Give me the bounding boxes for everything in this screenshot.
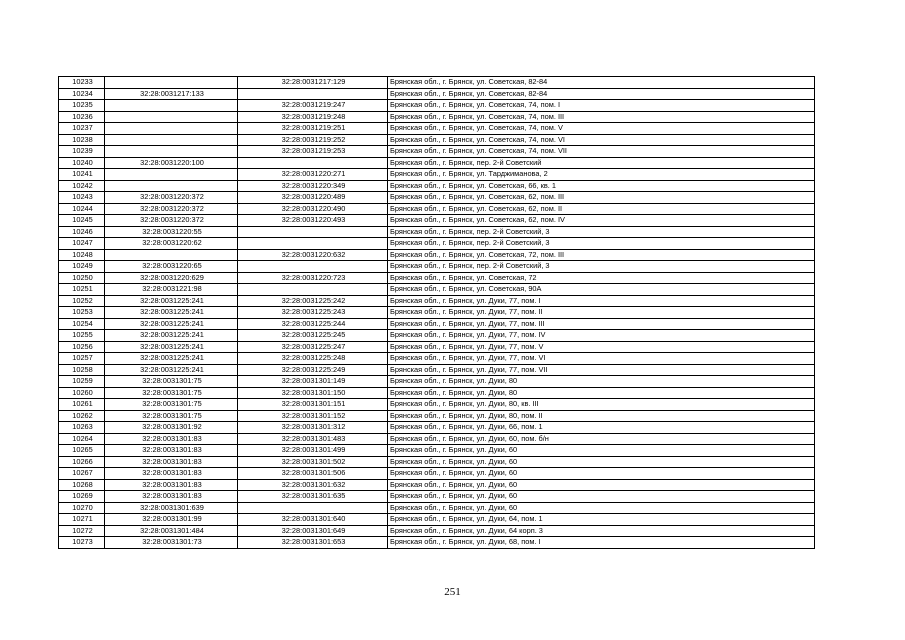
address-cell: Брянская обл., г. Брянск, ул. Дуки, 77, пом. III [388, 318, 815, 330]
address-cell: Брянская обл., г. Брянск, ул. Дуки, 80 [388, 387, 815, 399]
table-row [59, 468, 815, 480]
table-row [59, 249, 815, 261]
land-cadastral-number-cell: 32:28:0031301:83 [105, 433, 238, 445]
table-row [59, 502, 815, 514]
object-cadastral-number-cell [238, 284, 388, 296]
address-cell: Брянская обл., г. Брянск, ул. Советская, 72, пом. III [388, 249, 815, 261]
object-cadastral-number-cell: 32:28:0031219:251 [238, 123, 388, 135]
object-cadastral-number-cell: 32:28:0031219:252 [238, 134, 388, 146]
land-cadastral-number-cell: 32:28:0031225:241 [105, 353, 238, 365]
land-cadastral-number-cell: 32:28:0031225:241 [105, 341, 238, 353]
page-number: 251 [444, 586, 461, 598]
row-number-cell: 10253 [59, 307, 105, 319]
address-cell: Брянская обл., г. Брянск, ул. Советская, 74, пом. VII [388, 146, 815, 158]
table-row [59, 88, 815, 100]
land-cadastral-number-cell: 32:28:0031220:62 [105, 238, 238, 250]
address-cell: Брянская обл., г. Брянск, ул. Дуки, 64, пом. 1 [388, 514, 815, 526]
land-cadastral-number-cell: 32:28:0031225:241 [105, 330, 238, 342]
row-number-cell: 10243 [59, 192, 105, 204]
land-cadastral-number-cell: 32:28:0031301:75 [105, 399, 238, 411]
table-row [59, 295, 815, 307]
table-row [59, 203, 815, 215]
row-number-cell: 10236 [59, 111, 105, 123]
land-cadastral-number-cell [105, 111, 238, 123]
land-cadastral-number-cell: 32:28:0031301:83 [105, 479, 238, 491]
object-cadastral-number-cell: 32:28:0031220:271 [238, 169, 388, 181]
address-cell: Брянская обл., г. Брянск, ул. Дуки, 60 [388, 491, 815, 503]
land-cadastral-number-cell [105, 146, 238, 158]
object-cadastral-number-cell: 32:28:0031301:635 [238, 491, 388, 503]
land-cadastral-number-cell: 32:28:0031301:83 [105, 468, 238, 480]
address-cell: Брянская обл., г. Брянск, ул. Дуки, 80, кв. III [388, 399, 815, 411]
land-cadastral-number-cell: 32:28:0031225:241 [105, 295, 238, 307]
land-cadastral-number-cell [105, 249, 238, 261]
row-number-cell: 10273 [59, 537, 105, 549]
land-cadastral-number-cell: 32:28:0031301:75 [105, 376, 238, 388]
address-cell: Брянская обл., г. Брянск, ул. Советская, 90А [388, 284, 815, 296]
table-row [59, 537, 815, 549]
row-number-cell: 10266 [59, 456, 105, 468]
land-cadastral-number-cell [105, 77, 238, 89]
row-number-cell: 10258 [59, 364, 105, 376]
address-cell: Брянская обл., г. Брянск, ул. Советская, 74, пом. III [388, 111, 815, 123]
table-row [59, 387, 815, 399]
row-number-cell: 10241 [59, 169, 105, 181]
object-cadastral-number-cell: 32:28:0031301:152 [238, 410, 388, 422]
row-number-cell: 10267 [59, 468, 105, 480]
land-cadastral-number-cell [105, 180, 238, 192]
address-cell: Брянская обл., г. Брянск, ул. Дуки, 68, пом. I [388, 537, 815, 549]
address-cell: Брянская обл., г. Брянск, ул. Советская, 62, пом. III [388, 192, 815, 204]
address-cell: Брянская обл., г. Брянск, ул. Дуки, 80 [388, 376, 815, 388]
table-row [59, 284, 815, 296]
object-cadastral-number-cell: 32:28:0031220:493 [238, 215, 388, 227]
address-cell: Брянская обл., г. Брянск, ул. Дуки, 64 корп. 3 [388, 525, 815, 537]
table-row [59, 422, 815, 434]
row-number-cell: 10251 [59, 284, 105, 296]
row-number-cell: 10249 [59, 261, 105, 273]
land-cadastral-number-cell: 32:28:0031225:241 [105, 307, 238, 319]
row-number-cell: 10255 [59, 330, 105, 342]
row-number-cell: 10235 [59, 100, 105, 112]
table-row [59, 456, 815, 468]
table-body [59, 77, 815, 549]
row-number-cell: 10239 [59, 146, 105, 158]
land-cadastral-number-cell: 32:28:0031221:98 [105, 284, 238, 296]
land-cadastral-number-cell: 32:28:0031220:629 [105, 272, 238, 284]
address-cell: Брянская обл., г. Брянск, пер. 2-й Советский, 3 [388, 238, 815, 250]
land-cadastral-number-cell [105, 169, 238, 181]
table-row [59, 272, 815, 284]
row-number-cell: 10259 [59, 376, 105, 388]
row-number-cell: 10257 [59, 353, 105, 365]
land-cadastral-number-cell: 32:28:0031220:372 [105, 203, 238, 215]
object-cadastral-number-cell [238, 157, 388, 169]
object-cadastral-number-cell: 32:28:0031225:244 [238, 318, 388, 330]
table-row [59, 100, 815, 112]
table-row [59, 491, 815, 503]
address-cell: Брянская обл., г. Брянск, ул. Советская, 66, кв. 1 [388, 180, 815, 192]
row-number-cell: 10247 [59, 238, 105, 250]
table-row [59, 479, 815, 491]
land-cadastral-number-cell: 32:28:0031220:55 [105, 226, 238, 238]
object-cadastral-number-cell: 32:28:0031225:242 [238, 295, 388, 307]
object-cadastral-number-cell: 32:28:0031301:499 [238, 445, 388, 457]
object-cadastral-number-cell [238, 226, 388, 238]
land-cadastral-number-cell: 32:28:0031301:99 [105, 514, 238, 526]
row-number-cell: 10262 [59, 410, 105, 422]
row-number-cell: 10261 [59, 399, 105, 411]
object-cadastral-number-cell: 32:28:0031301:312 [238, 422, 388, 434]
row-number-cell: 10244 [59, 203, 105, 215]
land-cadastral-number-cell: 32:28:0031220:372 [105, 192, 238, 204]
table-row [59, 77, 815, 89]
address-cell: Брянская обл., г. Брянск, ул. Дуки, 77, пом. VII [388, 364, 815, 376]
table-row [59, 433, 815, 445]
table-row [59, 215, 815, 227]
object-cadastral-number-cell: 32:28:0031301:502 [238, 456, 388, 468]
address-cell: Брянская обл., г. Брянск, ул. Советская, 74, пом. V [388, 123, 815, 135]
row-number-cell: 10248 [59, 249, 105, 261]
cadastral-register-table [58, 76, 815, 549]
land-cadastral-number-cell: 32:28:0031301:83 [105, 456, 238, 468]
object-cadastral-number-cell: 32:28:0031220:490 [238, 203, 388, 215]
row-number-cell: 10245 [59, 215, 105, 227]
object-cadastral-number-cell [238, 88, 388, 100]
object-cadastral-number-cell: 32:28:0031301:149 [238, 376, 388, 388]
row-number-cell: 10263 [59, 422, 105, 434]
address-cell: Брянская обл., г. Брянск, ул. Дуки, 60, пом. б/н [388, 433, 815, 445]
land-cadastral-number-cell: 32:28:0031301:75 [105, 387, 238, 399]
object-cadastral-number-cell: 32:28:0031220:489 [238, 192, 388, 204]
object-cadastral-number-cell: 32:28:0031220:723 [238, 272, 388, 284]
object-cadastral-number-cell [238, 261, 388, 273]
address-cell: Брянская обл., г. Брянск, ул. Дуки, 60 [388, 479, 815, 491]
address-cell: Брянская обл., г. Брянск, ул. Дуки, 77, пом. I [388, 295, 815, 307]
land-cadastral-number-cell [105, 134, 238, 146]
land-cadastral-number-cell: 32:28:0031301:484 [105, 525, 238, 537]
land-cadastral-number-cell: 32:28:0031301:639 [105, 502, 238, 514]
address-cell: Брянская обл., г. Брянск, ул. Дуки, 77, пом. V [388, 341, 815, 353]
address-cell: Брянская обл., г. Брянск, ул. Дуки, 77, пом. II [388, 307, 815, 319]
table-row [59, 157, 815, 169]
row-number-cell: 10250 [59, 272, 105, 284]
land-cadastral-number-cell [105, 100, 238, 112]
table-row [59, 341, 815, 353]
table-row [59, 353, 815, 365]
land-cadastral-number-cell [105, 123, 238, 135]
table-row [59, 307, 815, 319]
table-row [59, 514, 815, 526]
row-number-cell: 10269 [59, 491, 105, 503]
object-cadastral-number-cell: 32:28:0031301:151 [238, 399, 388, 411]
address-cell: Брянская обл., г. Брянск, ул. Советская, 74, пом. VI [388, 134, 815, 146]
table-row [59, 180, 815, 192]
row-number-cell: 10272 [59, 525, 105, 537]
table-row [59, 399, 815, 411]
row-number-cell: 10238 [59, 134, 105, 146]
address-cell: Брянская обл., г. Брянск, ул. Советская, 72 [388, 272, 815, 284]
table-row [59, 169, 815, 181]
object-cadastral-number-cell: 32:28:0031301:640 [238, 514, 388, 526]
table-row [59, 146, 815, 158]
table-row [59, 410, 815, 422]
address-cell: Брянская обл., г. Брянск, ул. Советская, 82-84 [388, 77, 815, 89]
row-number-cell: 10233 [59, 77, 105, 89]
land-cadastral-number-cell: 32:28:0031301:75 [105, 410, 238, 422]
address-cell: Брянская обл., г. Брянск, ул. Дуки, 60 [388, 456, 815, 468]
table-row [59, 134, 815, 146]
row-number-cell: 10234 [59, 88, 105, 100]
object-cadastral-number-cell: 32:28:0031225:249 [238, 364, 388, 376]
address-cell: Брянская обл., г. Брянск, ул. Советская, 62, пом. II [388, 203, 815, 215]
address-cell: Брянская обл., г. Брянск, пер. 2-й Советский, 3 [388, 261, 815, 273]
object-cadastral-number-cell: 32:28:0031217:129 [238, 77, 388, 89]
row-number-cell: 10252 [59, 295, 105, 307]
land-cadastral-number-cell: 32:28:0031220:65 [105, 261, 238, 273]
address-cell: Брянская обл., г. Брянск, ул. Тарджиманова, 2 [388, 169, 815, 181]
row-number-cell: 10237 [59, 123, 105, 135]
row-number-cell: 10242 [59, 180, 105, 192]
table-row [59, 261, 815, 273]
object-cadastral-number-cell: 32:28:0031220:349 [238, 180, 388, 192]
table-row [59, 238, 815, 250]
table-row [59, 226, 815, 238]
land-cadastral-number-cell: 32:28:0031301:73 [105, 537, 238, 549]
table-row [59, 376, 815, 388]
object-cadastral-number-cell: 32:28:0031301:150 [238, 387, 388, 399]
table-row [59, 111, 815, 123]
row-number-cell: 10254 [59, 318, 105, 330]
land-cadastral-number-cell: 32:28:0031301:83 [105, 491, 238, 503]
address-cell: Брянская обл., г. Брянск, ул. Дуки, 77, пом. VI [388, 353, 815, 365]
table-row [59, 318, 815, 330]
table-row [59, 192, 815, 204]
object-cadastral-number-cell: 32:28:0031301:483 [238, 433, 388, 445]
object-cadastral-number-cell: 32:28:0031219:247 [238, 100, 388, 112]
object-cadastral-number-cell: 32:28:0031220:632 [238, 249, 388, 261]
address-cell: Брянская обл., г. Брянск, ул. Советская, 74, пом. I [388, 100, 815, 112]
object-cadastral-number-cell [238, 238, 388, 250]
land-cadastral-number-cell: 32:28:0031225:241 [105, 318, 238, 330]
address-cell: Брянская обл., г. Брянск, ул. Дуки, 60 [388, 502, 815, 514]
row-number-cell: 10246 [59, 226, 105, 238]
table-row [59, 330, 815, 342]
address-cell: Брянская обл., г. Брянск, ул. Дуки, 77, пом. IV [388, 330, 815, 342]
table-row [59, 525, 815, 537]
table-row [59, 445, 815, 457]
row-number-cell: 10240 [59, 157, 105, 169]
land-cadastral-number-cell: 32:28:0031220:372 [105, 215, 238, 227]
land-cadastral-number-cell: 32:28:0031217:133 [105, 88, 238, 100]
object-cadastral-number-cell: 32:28:0031225:248 [238, 353, 388, 365]
row-number-cell: 10265 [59, 445, 105, 457]
object-cadastral-number-cell: 32:28:0031225:247 [238, 341, 388, 353]
row-number-cell: 10270 [59, 502, 105, 514]
land-cadastral-number-cell: 32:28:0031220:100 [105, 157, 238, 169]
land-cadastral-number-cell: 32:28:0031301:92 [105, 422, 238, 434]
address-cell: Брянская обл., г. Брянск, ул. Дуки, 66, пом. 1 [388, 422, 815, 434]
object-cadastral-number-cell: 32:28:0031225:243 [238, 307, 388, 319]
row-number-cell: 10268 [59, 479, 105, 491]
row-number-cell: 10264 [59, 433, 105, 445]
object-cadastral-number-cell: 32:28:0031301:506 [238, 468, 388, 480]
address-cell: Брянская обл., г. Брянск, ул. Дуки, 60 [388, 445, 815, 457]
table-row [59, 123, 815, 135]
address-cell: Брянская обл., г. Брянск, пер. 2-й Советский [388, 157, 815, 169]
address-cell: Брянская обл., г. Брянск, ул. Дуки, 60 [388, 468, 815, 480]
object-cadastral-number-cell: 32:28:0031219:248 [238, 111, 388, 123]
object-cadastral-number-cell: 32:28:0031219:253 [238, 146, 388, 158]
table-row [59, 364, 815, 376]
object-cadastral-number-cell: 32:28:0031301:653 [238, 537, 388, 549]
object-cadastral-number-cell: 32:28:0031301:649 [238, 525, 388, 537]
object-cadastral-number-cell: 32:28:0031301:632 [238, 479, 388, 491]
object-cadastral-number-cell: 32:28:0031225:245 [238, 330, 388, 342]
row-number-cell: 10256 [59, 341, 105, 353]
land-cadastral-number-cell: 32:28:0031225:241 [105, 364, 238, 376]
address-cell: Брянская обл., г. Брянск, пер. 2-й Советский, 3 [388, 226, 815, 238]
address-cell: Брянская обл., г. Брянск, ул. Советская, 62, пом. IV [388, 215, 815, 227]
object-cadastral-number-cell [238, 502, 388, 514]
row-number-cell: 10271 [59, 514, 105, 526]
land-cadastral-number-cell: 32:28:0031301:83 [105, 445, 238, 457]
address-cell: Брянская обл., г. Брянск, ул. Дуки, 80, пом. II [388, 410, 815, 422]
row-number-cell: 10260 [59, 387, 105, 399]
address-cell: Брянская обл., г. Брянск, ул. Советская, 82-84 [388, 88, 815, 100]
